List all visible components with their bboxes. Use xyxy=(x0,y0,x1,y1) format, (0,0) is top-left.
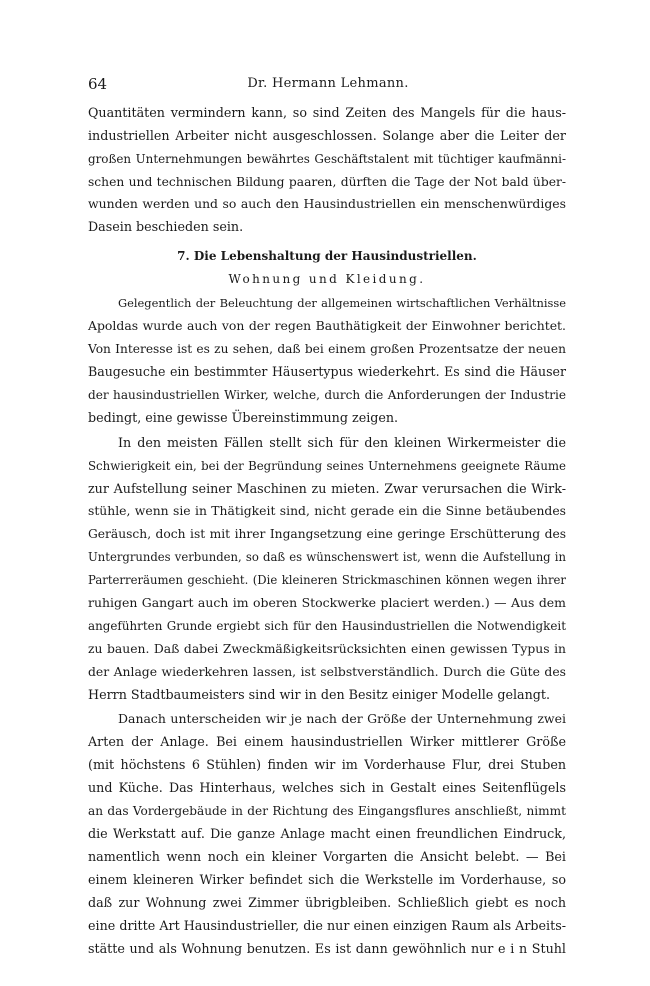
text-line: Schwierigkeit ein, bei der Begründung seines Unternehmens geeignete Räume xyxy=(88,459,566,473)
text-line: Baugesuche ein bestimmter Häusertypus wiederkehrt. Es sind die Häuser xyxy=(88,364,566,379)
text-line: Untergrundes verbunden, so daß es wünschenswert ist, wenn die Aufstellung in xyxy=(88,550,566,564)
text-line: einem kleineren Wirker befindet sich die Werkstelle im Vorderhause, so xyxy=(88,872,566,887)
text-line: Herrn Stadtbaumeisters sind wir in den Besitz einiger Modelle gelangt. xyxy=(88,687,551,702)
text-line: Arten der Anlage. Bei einem hausindustriellen Wirker mittlerer Größe xyxy=(88,734,566,749)
running-head: Dr. Hermann Lehmann. xyxy=(247,76,409,91)
text-line: und Küche. Das Hinterhaus, welches sich in Gestalt eines Seitenflügels xyxy=(88,780,566,795)
text-line: eine dritte Art Hausindustrieller, die nur einen einzigen Raum als Arbeits- xyxy=(88,918,566,933)
text-line: stätte und als Wohnung benutzen. Es ist dann gewöhnlich nur e i n Stuhl xyxy=(88,941,566,956)
text-line: Danach unterscheiden wir je nach der Größe der Unternehmung zwei xyxy=(118,711,566,726)
text-line: In den meisten Fällen stellt sich für den kleinen Wirkermeister die xyxy=(118,435,566,450)
section-title: 7. Die Lebenshaltung der Hausindustriellen. xyxy=(177,249,477,263)
text-line: Apoldas wurde auch von der regen Bauthätigkeit der Einwohner berichtet. xyxy=(88,318,566,333)
text-line: wunden werden und so auch den Hausindustriellen ein menschenwürdiges xyxy=(88,196,566,211)
section-subtitle: Wohnung und Kleidung. xyxy=(228,272,426,286)
text-line: Gelegentlich der Beleuchtung der allgemeinen wirtschaftlichen Verhältnisse xyxy=(118,296,566,310)
text-line: der hausindustriellen Wirker, welche, durch die Anforderungen der Industrie xyxy=(88,388,566,402)
text-line: stühle, wenn sie in Thätigkeit sind, nicht gerade ein die Sinne betäubendes xyxy=(88,504,566,518)
text-line: großen Unternehmungen bewährtes Geschäftstalent mit tüchtiger kaufmänni- xyxy=(88,152,566,166)
text-line: zur Aufstellung seiner Maschinen zu mieten. Zwar verursachen die Wirk- xyxy=(88,481,566,496)
page-header xyxy=(88,74,568,98)
text-line: der Anlage wiederkehren lassen, ist selbstverständlich. Durch die Güte des xyxy=(88,665,566,679)
text-line: Parterreräumen geschieht. (Die kleineren Strickmaschinen können wegen ihrer xyxy=(88,573,566,587)
text-line: namentlich wenn noch ein kleiner Vorgarten die Ansicht belebt. — Bei xyxy=(88,849,566,864)
text-line: die Werkstatt auf. Die ganze Anlage macht einen freundlichen Eindruck, xyxy=(88,826,566,841)
text-line: schen und technischen Bildung paaren, dürften die Tage der Not bald über- xyxy=(88,175,566,189)
text-line: zu bauen. Daß dabei Zweckmäßigkeitsrücksichten einen gewissen Typus in xyxy=(88,642,566,656)
text-line: bedingt, eine gewisse Übereinstimmung zeigen. xyxy=(88,410,399,425)
text-line: an das Vordergebäude in der Richtung des Eingangsflures anschließt, nimmt xyxy=(88,804,566,818)
text-line: (mit höchstens 6 Stühlen) finden wir im Vorderhause Flur, drei Stuben xyxy=(88,757,566,772)
text-line: industriellen Arbeiter nicht ausgeschlossen. Solange aber die Leiter der xyxy=(88,128,566,143)
text-line: Von Interesse ist es zu sehen, daß bei einem großen Prozentsatze der neuen xyxy=(88,342,566,356)
text-line: Dasein beschieden sein. xyxy=(88,219,244,234)
text-line: daß zur Wohnung zwei Zimmer übrigbleiben. Schließlich giebt es noch xyxy=(88,895,566,910)
page-number: 64 xyxy=(88,75,108,93)
text-line: Geräusch, doch ist mit ihrer Ingangsetzung eine geringe Erschütterung des xyxy=(88,527,566,541)
text-line: angeführten Grunde ergiebt sich für den Hausindustriellen die Notwendigkeit xyxy=(88,619,566,633)
text-line: ruhigen Gangart auch im oberen Stockwerke placiert werden.) — Aus dem xyxy=(88,595,566,610)
text-line: Quantitäten vermindern kann, so sind Zeiten des Mangels für die haus- xyxy=(88,105,566,120)
